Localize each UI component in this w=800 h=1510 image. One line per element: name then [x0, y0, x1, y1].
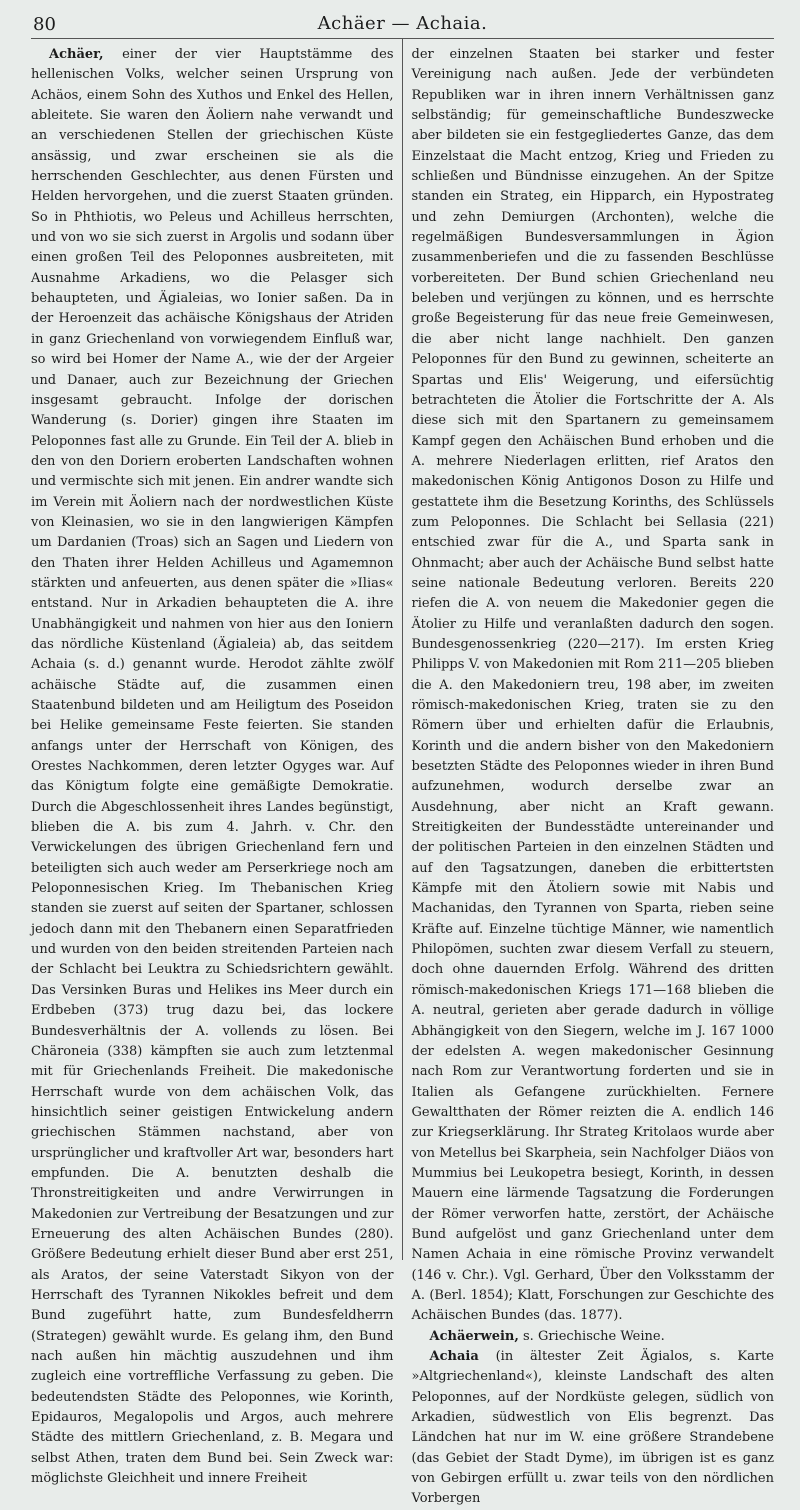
entry-achaeerwein	[412, 1327, 775, 1347]
entry-headword: Achäer,	[49, 47, 104, 62]
page-number: 80	[33, 14, 56, 35]
entry-body: s. Griechische Weine.	[523, 1328, 665, 1344]
entry-achaeer	[31, 45, 394, 1489]
entry-body: (in ältester Zeit Ägialos, s. Karte »Altgriechenland«), kleinste Landschaft des alten Peloponnes, auf der Nordküste gelegen, südlich von Arkadien, südwestlich von Elis begrenzt. Das Ländchen hat nur im W. eine größere Strandebene (das Gebiet der Stadt Dyme), im übrigen ist es ganz von Gebirgen erfüllt u. zwar teils von den nördlichen Vorbergen	[411, 1349, 774, 1507]
entry-achaeer-continued	[412, 45, 775, 1327]
entry-headword: Achaia	[429, 1349, 479, 1364]
text-columns	[31, 45, 774, 1507]
running-head: Achäer — Achaia.	[317, 13, 488, 34]
entry-body: einer der vier Hauptstämme des hellenischen Volks, welcher seinen Ursprung von Achäos, einem Sohn des Xuthos und Enkel des Hellen, ableitete. Sie waren den Äoliern nahe verwandt und an verschiedenen Stellen der griechischen Küste ansässig, und zwar erscheinen sie als die herrschenden Geschlechter, aus denen Fürsten und Helden hervorgehen, und die zuerst Staaten gründen. So in Phthiotis, wo Peleus und Achilleus herrschten, und von wo sie sich zuerst in Argolis und sodann über einen großen Teil des Peloponnes ausbreiteten, mit Ausnahme Arkadiens, wo die Pelasger sich behaupteten, und Ägialeias, wo Ionier saßen. Da in der Heroenzeit das achäische Königshaus der Atriden in ganz Griechenland von vorwiegendem Einfluß war, so wird bei Homer der Name A., wie der der Argeier und Danaer, auch zur Bezeichnung der Griechen insgesamt gebraucht. Infolge der dorischen Wanderung (s. Dorier) gingen ihre Staaten im Peloponnes fast alle zu Grunde. Ein Teil der A. blieb in den von den Doriern eroberten Landschaften wohnen und vermischte sich mit jenen. Ein andrer wandte sich im Verein mit Äoliern nach der nordwestlichen Küste von Kleinasien, wo sie in den langwierigen Kämpfen um Dardanien (Troas) sich an Sagen und Liedern von den Thaten ihrer Helden Achilleus und Agamemnon stärkten und anfeuerten, aus denen später die »Ilias« entstand. Nur in Arkadien behaupteten die A. ihre Unabhängigkeit und nahmen von hier aus den Ioniern das nördliche Küstenland (Ägialeia) ab, das seitdem Achaia (s. d.) genannt wurde. Herodot zählte zwölf achäische Städte auf, die zusammen einen Staatenbund bildeten und am Heiligtum des Poseidon bei Helike gemeinsame Feste feierten. Sie standen anfangs unter der Herrschaft von Königen, des Orestes Nachkommen, deren letzter Ogyges war. Auf das Königtum folgte eine gemäßigte Demokratie. Durch die Abgeschlossenheit ihres Landes begünstigt, blieben die A. bis zum 4. Jahrh. v. Chr. den Verwickelungen des übrigen Griechenland fern und beteiligten sich auch weder am Perserkriege noch am Peloponnesischen Krieg. Im Thebanischen Krieg standen sie zuerst auf seiten der Spartaner, schlossen jedoch dann mit den Thebanern einen Separatfrieden und wurden von den beiden streitenden Parteien nach der Schlacht bei Leuktra zu Schiedsrichtern gewählt. Das Versinken Buras und Helikes ins Meer durch ein Erdbeben (373) trug dazu bei, das lockere Bundesverhältnis der A. vollends zu lösen. Bei Chäroneia (338) kämpften sie auch zum letztenmal mit für Griechenlands Freiheit. Die makedonische Herrschaft wurde von dem achäischen Volk, das hinsichtlich seiner geistigen Entwickelung andern griechischen Stämmen nachstand, aber von ursprünglicher und kraftvoller Art war, besonders hart empfunden. Die A. benutzten deshalb die Thronstreitigkeiten und andre Verwirrungen in Makedonien zur Vertreibung der Besatzungen und zur Erneuerung des alten Achäischen Bundes (280). Größere Bedeutung erhielt dieser Bund aber erst 251, als Aratos, der seine Vaterstadt Sikyon von der Herrschaft des Tyrannen Nikokles befreit und dem Bund zugeführt hatte, zum Bundesfeldherrn (Strategen) gewählt wurde. Es gelang ihm, den Bund nach außen hin mächtig auszudehnen und ihm zugleich eine vortreffliche Verfassung zu geben. Die bedeutendsten Städte des Peloponnes, wie Korinth, Epidauros, Megalopolis und Argos, auch mehrere Städte des mittlern Griechenland, z. B. Megara und selbst Athen, traten dem Bund bei. Sein Zweck war: möglichste Gleichheit und innere Freiheit	[31, 47, 394, 1487]
entry-headword: Achäerwein,	[429, 1328, 519, 1344]
left-column	[31, 45, 402, 1487]
entry-body-continued: der einzelnen Staaten bei starker und fester Vereinigung nach außen. Jede der verbündeten Republiken war in ihren innern Verhältnissen ganz selbständig; für gemeinschaftliche Bundeszwecke aber bildeten sie ein festgegliedertes Ganze, das dem Einzelstaat die Macht entzog, Krieg und Frieden zu schließen und Bündnisse einzugehen. An der Spitze standen ein Strateg, ein Hipparch, ein Hypostrateg und zehn Demiurgen (Archonten), welche die regelmäßigen Bundesversammlungen in Ägion zusammenberiefen und die zu fassenden Beschlüsse vorbereiteten. Der Bund schien Griechenland neu beleben und verjüngen zu können, und es herrschte große Begeisterung für das neue freie Gemeinwesen, die aber nicht lange nachhielt. Den ganzen Peloponnes für den Bund zu gewinnen, scheiterte an Spartas und Elis' Weigerung, und eifersüchtig betrachteten die Ätolier die Fortschritte der A. Als diese sich mit den Spartanern zu gemeinsamem Kampf gegen den Achäischen Bund erhoben und die A. mehrere Niederlagen erlitten, rief Aratos den makedonischen König Antigonos Doson zu Hilfe und gestattete ihm die Besetzung Korinths, des Schlüssels zum Peloponnes. Die Schlacht bei Sellasia (221) entschied zwar für die A., und Sparta sank in Ohnmacht; aber auch der Achäische Bund selbst hatte seine nationale Bedeutung verloren. Bereits 220 riefen die A. von neuem die Makedonier gegen die Ätolier zu Hilfe und veranlaßten dadurch den sogen. Bundesgenossenkrieg (220—217). Im ersten Krieg Philipps V. von Makedonien mit Rom 211—205 blieben die A. den Makedoniern treu, 198 aber, im zweiten römisch-makedonischen Krieg, traten sie zu den Römern über und erhielten dafür die Erlaubnis, Korinth und die andern bisher von den Makedoniern besetzten Städte des Peloponnes wieder in ihren Bund aufzunehmen, wodurch derselbe zwar an Ausdehnung, aber nicht an Kraft gewann. Streitigkeiten der Bundesstädte untereinander und der politischen Parteien in den einzelnen Städten und auf den Tagsatzungen, daneben die erbittertsten Kämpfe mit den Ätoliern sowie mit Nabis und Machanidas, den Tyrannen von Sparta, rieben seine Kräfte auf. Einzelne tüchtige Männer, wie namentlich Philopömen, suchten zwar diesem Verfall zu steuern, doch ohne dauernden Erfolg. Während des dritten römisch-makedonischen Kriegs 171—168 blieben die A. neutral, gerieten aber gerade dadurch in völlige Abhängigkeit von den Siegern, welche im J. 167 1000 der edelsten A. wegen makedonischer Gesinnung nach Rom zur Verantwortung forderten und sie in Italien als Gefangene zurückhielten. Fernere Gewaltthaten der Römer reizten die A. endlich 146 zur Kriegserklärung. Ihr Strateg Kritolaos wurde aber von Metellus bei Skarpheia, sein Nachfolger Diäos von Mummius bei Leukopetra besiegt, Korinth, in dessen Mauern eine lärmende Tagsatzung die Forderungen der Römer verworfen hatte, zerstört, der Achäische Bund aufgelöst und ganz Griechenland unter dem Namen Achaia in eine römische Provinz verwandelt (146 v. Chr.). Vgl. Gerhard, Über den Volksstamm der A. (Berl. 1854); Klatt, Forschungen zur Geschichte des Achäischen Bundes (das. 1877).	[411, 47, 774, 1324]
page-header	[31, 10, 774, 39]
right-column	[403, 45, 775, 1507]
entry-achaia	[412, 1347, 775, 1510]
